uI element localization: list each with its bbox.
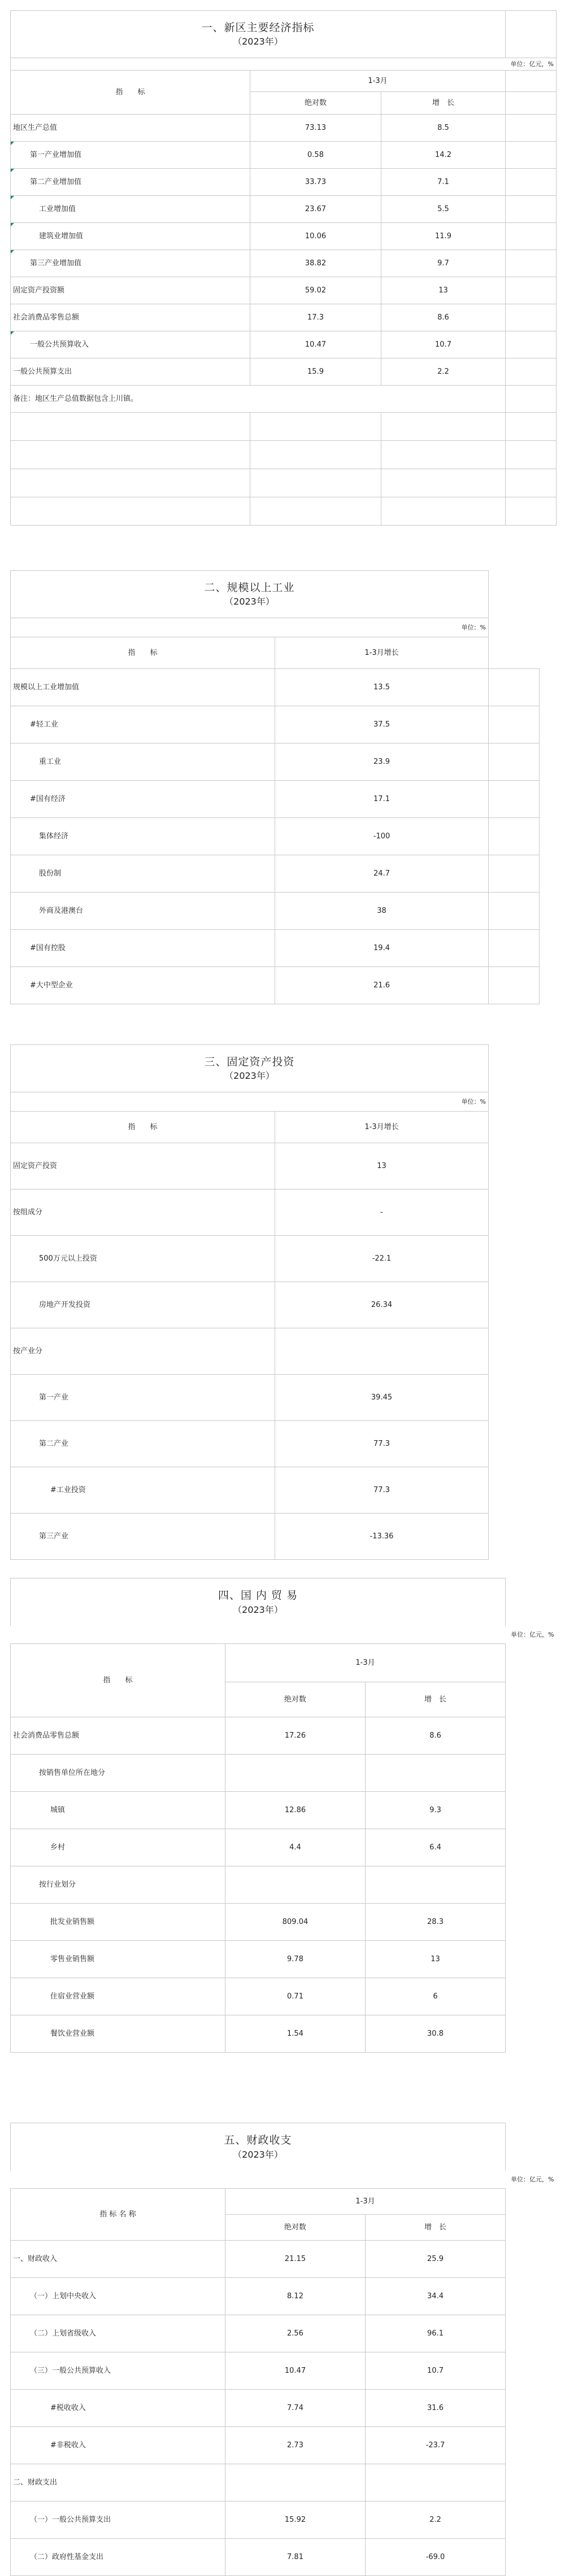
table-row [11,250,557,277]
row-growth: 9.7 [381,250,506,277]
table-row [11,669,540,706]
table-row [11,1375,489,1421]
row-name: #轻工业 [11,706,275,744]
table-row [11,1978,557,2015]
table-row [11,1717,557,1755]
row-absolute [225,2464,366,2501]
table-row [11,1904,557,1941]
row-name: 工业增加值 [11,196,250,223]
row-name: 第一产业 [11,1375,275,1421]
row-growth: 14.2 [381,142,506,169]
section-title: 一、新区主要经济指标 [201,21,315,34]
row-name: 一般公共预算收入 [11,331,250,358]
table-row [11,1328,489,1375]
row-absolute: 7.81 [225,2539,366,2576]
row-absolute [225,1866,366,1904]
row-growth: 25.9 [366,2241,506,2278]
table-row [11,1421,489,1467]
table-row [11,818,540,855]
table-row [11,2390,557,2427]
table-row [11,1941,557,1978]
row-growth: -69.0 [366,2539,506,2576]
row-name: 第二产业 [11,1421,275,1467]
table-row [11,967,540,1004]
row-value: 38 [275,893,489,930]
row-name: 按组成分 [11,1189,275,1236]
row-name: 第一产业增加值 [11,142,250,169]
table-row [11,1514,489,1560]
table-row [11,223,557,250]
table-row [11,2464,557,2501]
row-name: 零售业销售额 [11,1941,225,1978]
row-name: #工业投资 [11,1467,275,1514]
row-growth: 6.4 [366,1829,506,1866]
row-value: 19.4 [275,930,489,967]
row-name: 固定资产投资额 [11,277,250,304]
section-year: （2023年） [233,1604,283,1615]
row-name: 规模以上工业增加值 [11,669,275,706]
header-growth: 增 长 [381,92,506,115]
header-indicator: 指 标 [11,1112,275,1143]
row-growth: 13 [381,277,506,304]
row-growth [366,2464,506,2501]
row-growth: 9.3 [366,1792,506,1829]
row-value: -13.36 [275,1514,489,1560]
row-growth: 10.7 [381,331,506,358]
row-value: -22.1 [275,1236,489,1282]
table-row [11,1467,489,1514]
row-growth: 11.9 [381,223,506,250]
table-row [11,893,540,930]
table-note: 备注：地区生产总值数据包含上川镇。 [11,386,506,413]
row-name: （一）上划中央收入 [11,2278,225,2315]
row-growth: 8.6 [381,304,506,331]
table-industry [10,570,540,1004]
unit-label: 单位：亿元，% [11,58,557,71]
table-title [11,2123,506,2171]
table-row [11,331,557,358]
row-absolute: 1.54 [225,2015,366,2053]
table-main-indicators [10,10,557,526]
row-absolute [225,1755,366,1792]
header-growth: 增 长 [366,1682,506,1717]
row-absolute: 59.02 [250,277,381,304]
row-absolute: 10.06 [250,223,381,250]
row-absolute: 21.15 [225,2241,366,2278]
row-value: 26.34 [275,1282,489,1328]
row-name: 500万元以上投资 [11,1236,275,1282]
header-period: 1-3月 [225,2189,506,2215]
table-row [11,2278,557,2315]
header-period: 1-3月 [225,1644,506,1682]
row-growth: 30.8 [366,2015,506,2053]
row-name: （二）上划省级收入 [11,2315,225,2352]
table-row [11,304,557,331]
table-row [11,1755,557,1792]
table-domestic-trade [10,1578,557,2053]
row-name: 第三产业增加值 [11,250,250,277]
section-title: 五、财政收支 [224,2133,292,2146]
row-absolute: 7.74 [225,2390,366,2427]
row-absolute: 0.71 [225,1978,366,2015]
row-name: 建筑业增加值 [11,223,250,250]
row-name: （三）一般公共预算收入 [11,2352,225,2390]
table-row [11,1792,557,1829]
table-row [11,2241,557,2278]
table-row [11,2015,557,2053]
section-title: 四、国 内 贸 易 [218,1589,298,1602]
unit-label: 单位：亿元，% [511,2175,554,2183]
row-name: （一）一般公共预算支出 [11,2501,225,2539]
section-title: 二、规模以上工业 [204,581,295,594]
row-name: 第三产业 [11,1514,275,1560]
row-name: 股份制 [11,855,275,893]
table-fixed-investment [10,1044,489,1560]
row-name: 外商及港澳台 [11,893,275,930]
row-name: 一般公共预算支出 [11,358,250,386]
table-row [11,169,557,196]
row-absolute: 17.3 [250,304,381,331]
table-row [11,1189,489,1236]
row-value: - [275,1189,489,1236]
row-absolute: 73.13 [250,115,381,142]
row-value: 24.7 [275,855,489,893]
section-year: （2023年） [224,596,275,607]
row-growth: 7.1 [381,169,506,196]
row-name: 批发业销售额 [11,1904,225,1941]
row-growth: 6 [366,1978,506,2015]
table-title [11,1045,489,1092]
header-period: 1-3月 [250,71,506,92]
row-growth: 28.3 [366,1904,506,1941]
row-value: 17.1 [275,781,489,818]
row-value: 13.5 [275,669,489,706]
row-absolute: 809.04 [225,1904,366,1941]
row-absolute: 9.78 [225,1941,366,1978]
row-value: -100 [275,818,489,855]
row-value: 13 [275,1143,489,1189]
row-absolute: 10.47 [250,331,381,358]
row-growth: 5.5 [381,196,506,223]
section-year: （2023年） [233,36,283,47]
table-row [11,2427,557,2464]
row-name: 房地产开发投资 [11,1282,275,1328]
section-year: （2023年） [233,2149,283,2160]
row-name: 餐饮业营业额 [11,2015,225,2053]
row-absolute: 4.4 [225,1829,366,1866]
row-value: 21.6 [275,967,489,1004]
row-absolute: 10.47 [225,2352,366,2390]
row-absolute: 38.82 [250,250,381,277]
section-year: （2023年） [224,1070,275,1082]
table-row [11,2315,557,2352]
row-name: 社会消费品零售总额 [11,1717,225,1755]
table-row [11,277,557,304]
header-absolute: 绝对数 [250,92,381,115]
header-indicator: 指 标 [11,71,250,115]
row-name: 乡村 [11,1829,225,1866]
header-indicator: 指 标 名 称 [11,2189,225,2241]
row-name: #税收收入 [11,2390,225,2427]
row-absolute: 15.9 [250,358,381,386]
row-value [275,1328,489,1375]
row-absolute: 17.26 [225,1717,366,1755]
table-row [11,1236,489,1282]
unit-label: 单位：亿元，% [511,1630,554,1638]
row-absolute: 8.12 [225,2278,366,2315]
table-row [11,706,540,744]
table-row [11,115,557,142]
table-row [11,142,557,169]
row-absolute: 2.56 [225,2315,366,2352]
table-row [11,744,540,781]
table-row [11,1866,557,1904]
row-growth: 8.6 [366,1717,506,1755]
row-name: （二）政府性基金支出 [11,2539,225,2576]
header-growth: 1-3月增长 [275,637,489,669]
row-absolute: 23.67 [250,196,381,223]
header-indicator: 指 标 [11,1644,225,1717]
row-growth [366,1866,506,1904]
table-title [11,1578,506,1626]
row-name: 集体经济 [11,818,275,855]
row-value: 23.9 [275,744,489,781]
row-name: 城镇 [11,1792,225,1829]
table-row [11,1829,557,1866]
row-growth: 13 [366,1941,506,1978]
row-name: 社会消费品零售总额 [11,304,250,331]
table-row [11,1143,489,1189]
row-name: 住宿业营业额 [11,1978,225,2015]
table-row [11,930,540,967]
row-absolute: 2.73 [225,2427,366,2464]
row-name: #大中型企业 [11,967,275,1004]
row-growth [366,1755,506,1792]
section-title: 三、固定资产投资 [204,1055,295,1068]
row-value: 39.45 [275,1375,489,1421]
row-name: 二、财政支出 [11,2464,225,2501]
row-name: #国有控股 [11,930,275,967]
unit-label: 单位：% [11,618,489,637]
table-row [11,1282,489,1328]
table-row [11,855,540,893]
row-absolute: 15.92 [225,2501,366,2539]
row-growth: 96.1 [366,2315,506,2352]
table-row [11,358,557,386]
table-row [11,196,557,223]
table-row [11,2539,557,2576]
table-row [11,2352,557,2390]
unit-label: 单位：% [11,1092,489,1112]
row-growth: 10.7 [366,2352,506,2390]
row-growth: 8.5 [381,115,506,142]
table-title [11,11,506,58]
row-name: #国有经济 [11,781,275,818]
row-absolute: 12.86 [225,1792,366,1829]
row-name: 一、财政收入 [11,2241,225,2278]
row-growth: 2.2 [366,2501,506,2539]
row-name: 按产业分 [11,1328,275,1375]
row-absolute: 0.58 [250,142,381,169]
table-title [11,571,489,618]
header-absolute: 绝对数 [225,1682,366,1717]
table-row [11,2501,557,2539]
row-value: 77.3 [275,1467,489,1514]
row-value: 77.3 [275,1421,489,1467]
row-name: #非税收入 [11,2427,225,2464]
row-name: 第二产业增加值 [11,169,250,196]
row-value: 37.5 [275,706,489,744]
row-name: 地区生产总值 [11,115,250,142]
row-growth: 34.4 [366,2278,506,2315]
header-absolute: 绝对数 [225,2215,366,2241]
row-name: 按销售单位所在地分 [11,1755,225,1792]
row-absolute: 33.73 [250,169,381,196]
header-indicator: 指 标 [11,637,275,669]
row-growth: 31.6 [366,2390,506,2427]
row-name: 固定资产投资 [11,1143,275,1189]
table-row [11,781,540,818]
row-name: 按行业划分 [11,1866,225,1904]
table-fiscal [10,2123,557,2576]
row-name: 重工业 [11,744,275,781]
row-growth: 2.2 [381,358,506,386]
header-growth: 增 长 [366,2215,506,2241]
header-growth: 1-3月增长 [275,1112,489,1143]
row-growth: -23.7 [366,2427,506,2464]
